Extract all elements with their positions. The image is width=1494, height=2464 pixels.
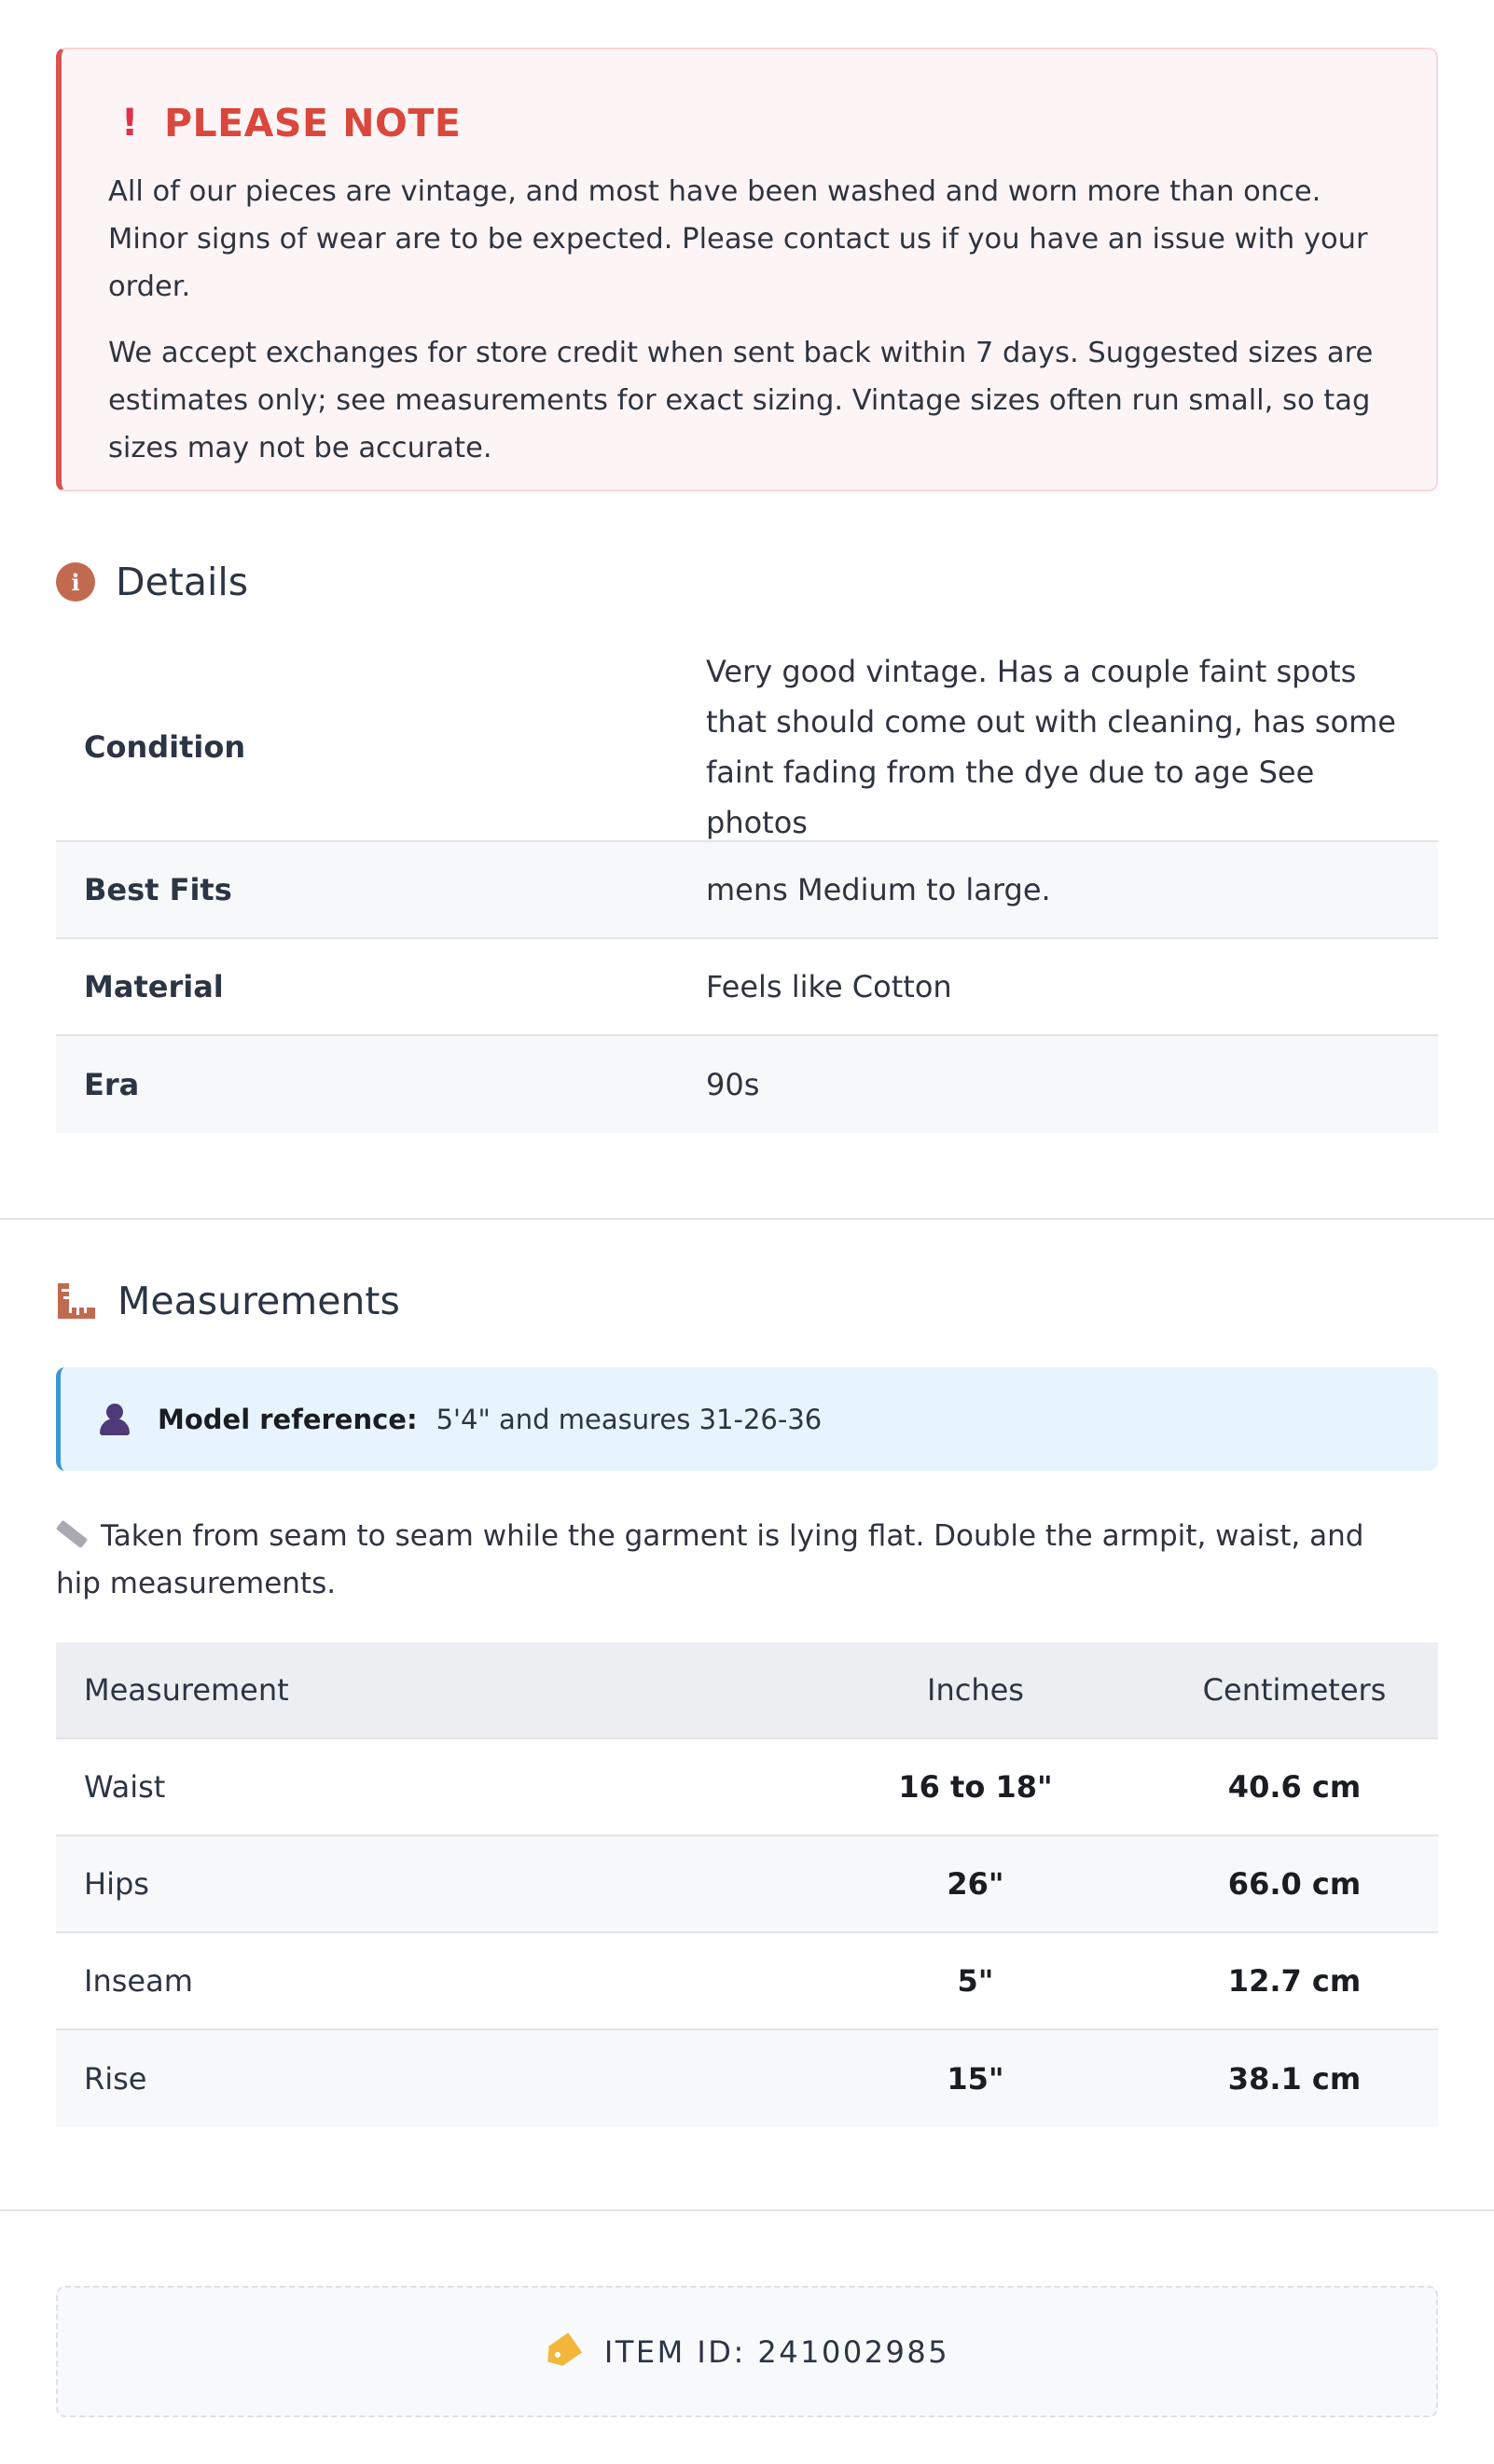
measurement-inches: 16 to 18" [898, 1769, 1053, 1805]
details-label: Era [84, 1067, 140, 1102]
measurement-inches: 15" [947, 2061, 1004, 2097]
details-label: Material [84, 969, 224, 1004]
measurement-cm: 12.7 cm [1227, 1963, 1362, 1999]
column-header-measurement: Measurement [84, 1672, 289, 1708]
section-divider [0, 2209, 1494, 2211]
measurement-note-text: Taken from seam to seam while the garment is lying flat. Double the armpit, waist, and hip measurements. [56, 1519, 1364, 1600]
measurement-inches: 5" [957, 1963, 994, 1999]
details-row [56, 842, 1438, 939]
details-row [56, 653, 1438, 842]
details-value: 90s [706, 1067, 760, 1102]
note-paragraph-2: We accept exchanges for store credit when sent back within 7 days. Suggested sizes are estimates only; see measurements for exact sizing. Vintage sizes often run small, so tag sizes may not be accurate. [108, 337, 1374, 464]
straight-ruler-icon [56, 1519, 88, 1547]
measurement-note [56, 1513, 1418, 1608]
details-label: Condition [84, 728, 246, 765]
measurement-inches: 26" [947, 1866, 1004, 1902]
measurements-title: Measurements [118, 1279, 400, 1323]
details-label: Best Fits [84, 872, 232, 907]
item-id-box [56, 2286, 1438, 2417]
tag-icon [541, 2332, 582, 2372]
measurements-table [56, 1642, 1438, 2127]
section-divider [0, 1218, 1494, 1220]
details-header [56, 560, 248, 604]
note-title: PLEASE NOTE [164, 101, 462, 145]
table-row [56, 1739, 1438, 1836]
model-reference-box [56, 1367, 1438, 1471]
measurement-cm: 66.0 cm [1227, 1866, 1362, 1902]
measurement-name: Rise [84, 2061, 147, 2097]
item-id-label: ITEM ID: 241002985 [603, 2333, 950, 2370]
details-table [56, 653, 1438, 1133]
table-row [56, 2030, 1438, 2127]
table-row [56, 1933, 1438, 2030]
details-title: Details [116, 560, 249, 604]
info-icon: i [56, 562, 95, 602]
ruler-icon [56, 1281, 97, 1321]
table-header-row [56, 1642, 1438, 1739]
note-paragraph-1: All of our pieces are vintage, and most have been washed and worn more than once. Minor signs of wear are to be expected. Please contact us if you have an issue with your order. [108, 175, 1368, 303]
measurement-cm: 38.1 cm [1227, 2061, 1362, 2097]
details-row [56, 1036, 1438, 1133]
details-row [56, 939, 1438, 1036]
person-icon [98, 1404, 131, 1435]
model-reference-label: Model reference: [158, 1403, 418, 1435]
measurement-name: Waist [84, 1769, 166, 1805]
model-reference-value: 5'4" and measures 31-26-36 [436, 1403, 823, 1435]
measurement-cm: 40.6 cm [1227, 1769, 1362, 1805]
note-header [108, 100, 1436, 146]
measurement-name: Inseam [84, 1963, 193, 1999]
details-value: mens Medium to large. [706, 872, 1051, 907]
exclamation-icon: ! [121, 102, 139, 145]
please-note-box [56, 48, 1438, 491]
column-header-centimeters: Centimeters [1202, 1672, 1387, 1708]
column-header-inches: Inches [927, 1672, 1024, 1708]
details-value: Very good vintage. Has a couple faint spots that should come out with cleaning, has some faint fading from the dye due to age See photos [706, 653, 1396, 840]
details-value: Feels like Cotton [706, 969, 952, 1004]
measurement-name: Hips [84, 1866, 149, 1902]
measurements-header [56, 1279, 400, 1323]
table-row [56, 1836, 1438, 1933]
